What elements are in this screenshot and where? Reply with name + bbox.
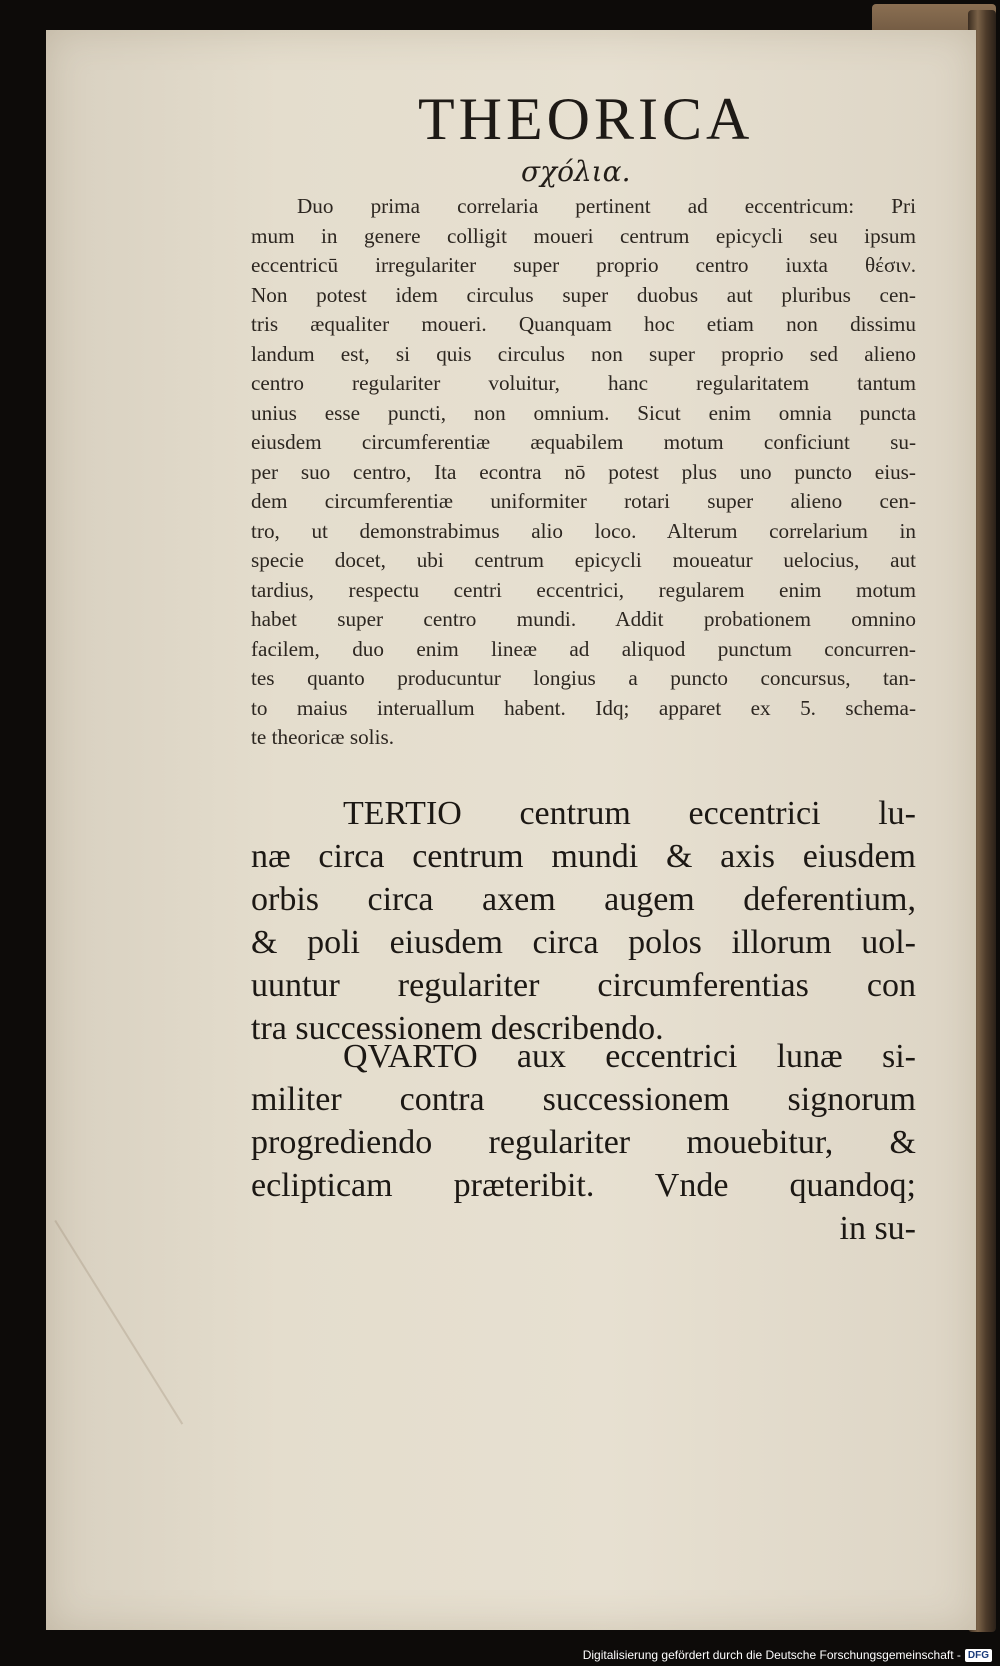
commentary-line: Duo prima correlaria pertinent ad eccentricum: Pri (297, 194, 916, 218)
paragraph-line: & poli eiusdem circa polos illorum uol- (251, 924, 916, 961)
paragraph-line: QVARTO aux eccentrici lunæ si- (343, 1038, 916, 1075)
paragraph-quarto (251, 1035, 916, 1250)
commentary-line: tro, ut demonstrabimus alio loco. Alterum correlarium in (251, 518, 916, 543)
running-head: THEORICA (418, 86, 754, 152)
paragraph-line: uuntur regulariter circumferentias con (251, 967, 916, 1004)
paragraph-line: orbis circa axem augem deferentium, (251, 881, 916, 918)
commentary-line: landum est, si quis circulus non super proprio sed alieno (251, 341, 916, 366)
commentary-line: per suo centro, Ita econtra nō potest plus uno puncto eius- (251, 459, 916, 484)
commentary-line: habet super centro mundi. Addit probationem omnino (251, 607, 916, 631)
commentary-line: tes quanto producuntur longius a puncto concursus, tan- (251, 666, 916, 690)
scholia-label: σχόλια. (521, 155, 631, 188)
commentary-line: dem circumferentiæ uniformiter rotari super alieno cen- (251, 489, 916, 513)
catchword: in su- (839, 1210, 916, 1247)
digitization-credit (583, 1648, 992, 1662)
paragraph-line: progrediendo regulariter mouebitur, & (251, 1124, 916, 1161)
commentary-line: centro regulariter voluitur, hanc regularitatem tantum (251, 371, 916, 395)
commentary-line: facilem, duo enim lineæ ad aliquod punctum concurren- (251, 636, 916, 661)
commentary-line: to maius interuallum habent. Idq; apparet ex 5. schema- (251, 695, 916, 720)
paragraph-line: TERTIO centrum eccentrici lu- (343, 795, 916, 832)
paragraph-line: næ circa centrum mundi & axis eiusdem (251, 838, 916, 875)
commentary-line: mum in genere colligit moueri centrum epicycli seu ipsum (251, 223, 916, 248)
page-content (56, 30, 956, 1630)
commentary-line: te theoricæ solis. (251, 725, 394, 749)
commentary-line: tris æqualiter moueri. Quanquam hoc etiam non dissimu (251, 312, 916, 336)
commentary-line: eiusdem circumferentiæ æquabilem motum conficiunt su- (251, 430, 916, 454)
commentary-line: Non potest idem circulus super duobus aut pluribus cen- (251, 282, 916, 307)
commentary-line: eccentricū irregulariter super proprio centro iuxta θέσιν. (251, 253, 916, 277)
commentary-line: unius esse puncti, non omnium. Sicut enim omnia puncta (251, 400, 916, 425)
paragraph-tertio (251, 792, 916, 1050)
commentary-line: tardius, respectu centri eccentrici, regularem enim motum (251, 577, 916, 602)
commentary-block (251, 192, 916, 753)
commentary-line: specie docet, ubi centrum epicycli moueatur uelocius, aut (251, 548, 916, 572)
paper-crease (54, 1220, 183, 1425)
book-page (46, 30, 976, 1630)
credit-text: Digitalisierung gefördert durch die Deutsche Forschungsgemeinschaft - (582, 1648, 961, 1662)
paragraph-line: eclipticam præteribit. Vnde quandoq; (251, 1167, 916, 1204)
paragraph-line: militer contra successionem signorum (251, 1081, 916, 1118)
dfg-logo-icon: DFG (965, 1649, 992, 1662)
paragraph-line: tra successionem describendo. (251, 1010, 664, 1047)
